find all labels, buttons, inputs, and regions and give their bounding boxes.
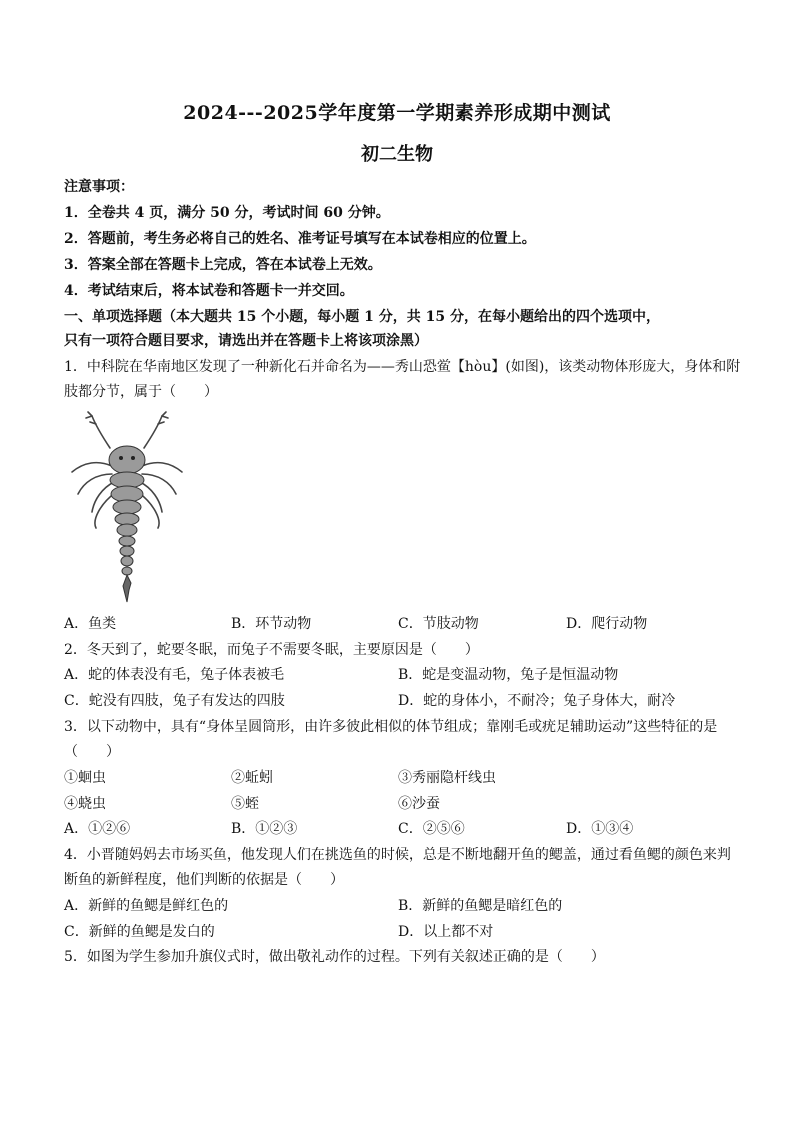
- q3-option-a: A．①②⑥: [64, 821, 131, 837]
- section-heading-line2: 只有一项符合题目要求，请选出并在答题卡上将该项涂黑）: [64, 333, 428, 349]
- q4-option-c: C．新鲜的鱼鳃是发白的: [64, 924, 215, 940]
- q2-option-a: A．蛇的体表没有毛，兔子体表被毛: [64, 667, 285, 683]
- q1-option-d: D．爬行动物: [566, 616, 648, 632]
- eurypterid-fossil-image: [62, 408, 192, 604]
- q3-item: ④蛲虫: [64, 796, 106, 812]
- q2-option-d: D．蛇的身体小，不耐冷；兔子身体大，耐冷: [398, 693, 676, 709]
- q4-option-b: B．新鲜的鱼鳃是暗红色的: [398, 898, 563, 914]
- q4-option-d: D．以上都不对: [398, 924, 494, 940]
- q3-item: ①蛔虫: [64, 770, 106, 786]
- q2-option-c: C．蛇没有四肢，兔子有发达的四肢: [64, 693, 285, 709]
- exam-title: 2024---2025学年度第一学期素养形成期中测试: [183, 102, 611, 124]
- q1-option-b: B．环节动物: [231, 616, 312, 632]
- q3-item: ③秀丽隐杆线虫: [398, 770, 496, 786]
- notice-item: 3．答案全部在答题卡上完成，答在本试卷上无效。: [64, 257, 382, 273]
- section-heading-line1: 一、单项选择题（本大题共 15 个小题，每小题 1 分，共 15 分，在每小题给出的四个选项中，: [64, 309, 660, 325]
- q3-option-b: B．①②③: [231, 821, 298, 837]
- q1-stem-line1: 1．中科院在华南地区发现了一种新化石并命名为——秀山恐鲎【hòu】(如图)，该类动物体形庞大，身体和附: [64, 359, 741, 375]
- q1-option-c: C．节肢动物: [398, 616, 479, 632]
- q3-option-c: C．②⑤⑥: [398, 821, 465, 837]
- notice-item: 1．全卷共 4 页，满分 50 分，考试时间 60 分钟。: [64, 205, 390, 221]
- q3-option-d: D．①③④: [566, 821, 634, 837]
- exam-subject: 初二生物: [361, 144, 433, 165]
- q1-option-a: A．鱼类: [64, 616, 117, 632]
- q3-item: ②蚯蚓: [231, 770, 273, 786]
- q2-option-b: B．蛇是变温动物，兔子是恒温动物: [398, 667, 619, 683]
- q4-stem-line2: 断鱼的新鲜程度，他们判断的依据是（ ）: [64, 872, 344, 888]
- q4-option-a: A．新鲜的鱼鳃是鲜红色的: [64, 898, 229, 914]
- q1-stem-line2: 肢都分节，属于（ ）: [64, 384, 218, 400]
- notice-item: 4．考试结束后，将本试卷和答题卡一并交回。: [64, 283, 354, 299]
- q4-stem-line1: 4．小晋随妈妈去市场买鱼，他发现人们在挑选鱼的时候，总是不断地翻开鱼的鳃盖，通过看鱼鳃的颜色来判: [64, 847, 731, 863]
- notice-item: 2．答题前，考生务必将自己的姓名、准考证号填写在本试卷相应的位置上。: [64, 231, 536, 247]
- q3-item: ⑥沙蚕: [398, 796, 440, 812]
- q2-stem: 2．冬天到了，蛇要冬眠，而兔子不需要冬眠，主要原因是（ ）: [64, 642, 479, 658]
- q5-stem: 5．如图为学生参加升旗仪式时，做出敬礼动作的过程。下列有关叙述正确的是（ ）: [64, 949, 605, 965]
- q3-item: ⑤蛭: [231, 796, 259, 812]
- q3-stem-line1: 3．以下动物中，具有“身体呈圆筒形，由许多彼此相似的体节组成；靠刚毛或疣足辅助运动”这些特征的是: [64, 719, 718, 735]
- q3-stem-line2: （ ）: [64, 744, 120, 760]
- notice-heading: 注意事项：: [64, 179, 134, 195]
